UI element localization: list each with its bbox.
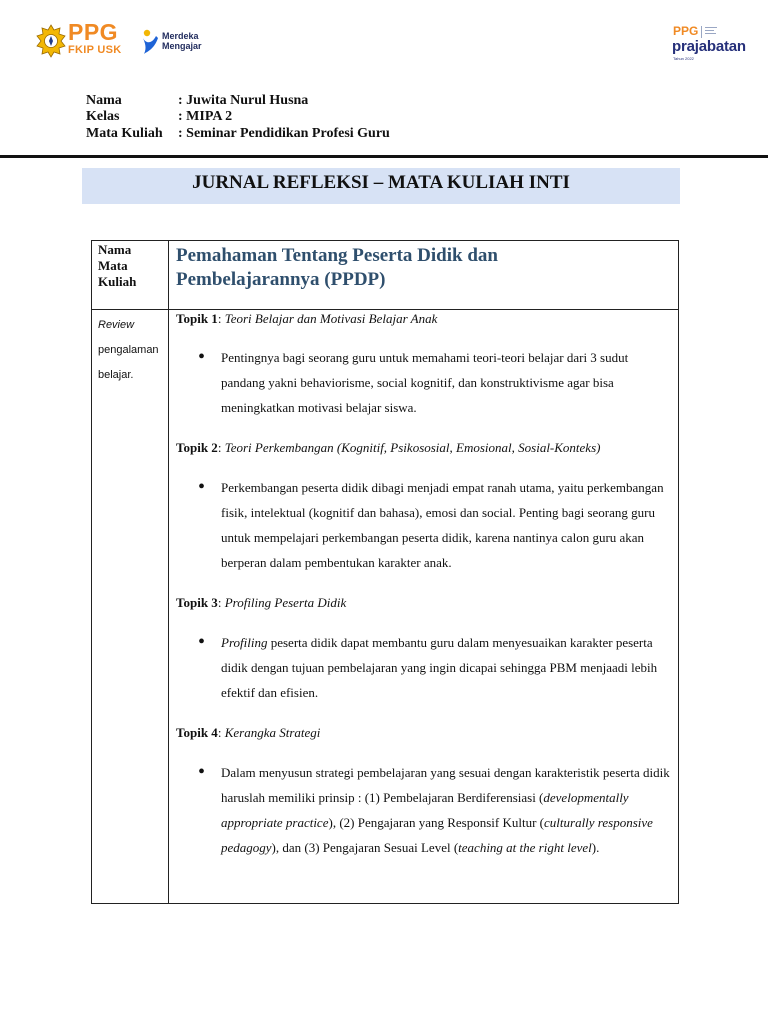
topic-label: Topik 1 — [176, 311, 218, 326]
topic-label: Topik 4 — [176, 725, 218, 740]
review-label-rest: pengalaman belajar. — [98, 344, 159, 381]
merdeka-text: Merdeka — [162, 31, 199, 41]
journal-title: JURNAL REFLEKSI – MATA KULIAH INTI — [192, 172, 570, 193]
mengajar-text: Mengajar — [162, 41, 202, 51]
topic-title: Teori Belajar dan Motivasi Belajar Anak — [224, 311, 438, 326]
topic-title: Teori Perkembangan (Kognitif, Psikososial, Emosional, Sosial-Konteks) — [224, 440, 601, 455]
course-name-label-line: Nama — [98, 242, 132, 257]
review-label — [98, 313, 164, 388]
text-run: ). — [591, 840, 600, 855]
merdeka-mengajar-icon — [141, 28, 159, 56]
value-mata-kuliah: : Seminar Pendidikan Profesi Guru — [178, 126, 390, 141]
logo-separator — [701, 26, 702, 38]
bullet-icon: • — [198, 631, 206, 653]
fkip-usk-text: FKIP USK — [68, 44, 122, 56]
value-nama: : Juwita Nurul Husna — [178, 93, 309, 108]
bullet-icon: • — [198, 476, 206, 498]
year-text: Tahun 2022 — [673, 56, 694, 61]
course-name-label-line: Kuliah — [98, 274, 137, 289]
topic-title: Profiling Peserta Didik — [224, 595, 347, 610]
tagline-lines-icon — [705, 27, 719, 37]
title-banner — [82, 168, 680, 204]
ppg-logo-text: PPG — [68, 19, 119, 45]
bullet-icon: • — [198, 346, 206, 368]
topic-3-heading: Topik 3: Profiling Peserta Didik — [176, 595, 347, 610]
horizontal-rule — [0, 155, 768, 158]
bullet-icon: • — [198, 761, 206, 783]
ppg-small-text: PPG — [673, 24, 699, 38]
topic-1-text: Pentingnya bagi seorang guru untuk memahami teori-teori belajar dari 3 sudut pandang yakni behaviorisme, social kognitif, dan konstruktivisme agar bisa meningkatkan motivasi belajar siswa. — [221, 350, 629, 415]
course-title: Pemahaman Tentang Peserta Didik dan Pembelajarannya (PPDP) — [176, 245, 498, 290]
ppg-fkip-usk-logo — [36, 19, 128, 60]
topic-3-text — [221, 630, 671, 705]
topic-3-text-rest: peserta didik dapat membantu guru dalam menyesuaikan karakter peserta didik dengan tujuan pembelajaran yang ingin dicapai sehingga PBM menjaadi lebih efektif dan efisien. — [221, 635, 658, 700]
label-mata-kuliah: Mata Kuliah — [86, 126, 163, 141]
row-divider — [92, 309, 678, 310]
ppg-prajabatan-logo — [672, 24, 752, 64]
reflection-table — [91, 240, 679, 904]
text-run: ), (2) Pengajaran yang Responsif Kultur ( — [328, 815, 545, 830]
label-kelas: Kelas — [86, 109, 120, 124]
text-run: ), dan (3) Pengajaran Sesuai Level ( — [271, 840, 459, 855]
label-nama: Nama — [86, 93, 122, 108]
topic-1-heading: Topik 1: Teori Belajar dan Motivasi Belajar Anak — [176, 311, 438, 326]
value-kelas: : MIPA 2 — [178, 109, 233, 124]
course-name-label — [98, 241, 164, 290]
topic-4-text — [221, 760, 671, 860]
university-seal-icon — [36, 24, 66, 58]
merdeka-mengajar-logo — [141, 28, 221, 56]
profiling-term: Profiling — [221, 635, 268, 650]
topic-4-heading: Topik 4: Kerangka Strategi — [176, 725, 321, 740]
topic-2-heading: Topik 2: Teori Perkembangan (Kognitif, Psikososial, Emosional, Sosial-Konteks) — [176, 440, 601, 455]
italic-term: culturally responsive pedagogy — [221, 815, 653, 855]
topic-label: Topik 3 — [176, 595, 218, 610]
topic-label: Topik 2 — [176, 440, 218, 455]
italic-term: teaching at the right level — [458, 840, 592, 855]
prajabatan-text: prajabatan — [672, 38, 746, 55]
review-label-italic: Review — [98, 319, 135, 331]
course-name-label-line: Mata — [98, 258, 128, 273]
italic-term: developmentally appropriate practice — [221, 790, 629, 830]
text-run: Dalam menyusun strategi pembelajaran yang sesuai dengan karakteristik peserta didik haruslah memiliki prinsip : (1) Pembelajaran Berdiferensiasi ( — [221, 765, 670, 805]
column-divider — [168, 241, 169, 903]
topic-title: Kerangka Strategi — [224, 725, 321, 740]
topic-2-text: Perkembangan peserta didik dibagi menjadi empat ranah utama, yaitu perkembangan fisik, intelektual (kognitif dan bahasa), emosi dan social. Penting bagi seorang guru untuk mempelajari perkembangan peserta didik, karena nantinya calon guru akan berperan dalam pembentukan karakter anak. — [221, 480, 664, 570]
